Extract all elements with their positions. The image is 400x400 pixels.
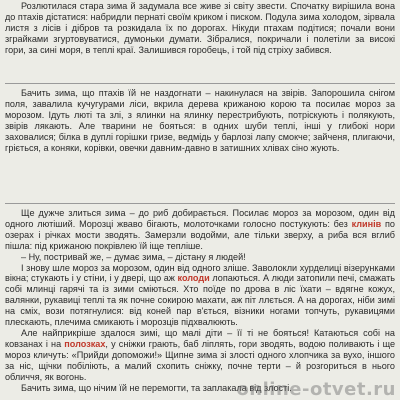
divider xyxy=(5,203,395,204)
section-animals xyxy=(5,88,395,200)
paragraph: – Ну, постривай же, – думає зима, – дістану я людей! xyxy=(21,251,246,262)
highlighted-word: колоди xyxy=(177,273,210,284)
paragraph: Бачить зима, що птахів їй не наздогнати – накинулася на звірів. Запорошила снігом поля, завалила кучугурами ліси, вкрила дерева крижаною корою та посилає мороз за морозом. Ідуть люті та злі, з ялинки на ялинку перестрибують, потріскують і полякують, звірів лякають. Але тварини не бояться: в одних шуби теплі, інші у глибокі нори заховалися; білка в дуплі горішки гризе, ведмідь у барлозі лапу смокче; зайченя, плигаючи, гріється, а коняки, корівки, овечки давним-давно в затишних хлівах сіно жують. xyxy=(5,88,395,153)
highlighted-word: клинів xyxy=(351,218,382,229)
text-run: І знову шле мороз за морозом, один від одного зліше. Заволокли хурделиці візерунками вікна; стукають і у стіни, і у двері, що аж xyxy=(5,262,395,284)
highlighted-word: полозках xyxy=(64,338,106,349)
divider xyxy=(5,83,395,84)
text-run: , у сніжки грають, баб ліплять, гори зводять, водою поливають і ще мороз кличуть: «Прийди допоможи!» Щипне зима зі злості одного хлопчика за вухо, іншого за ніс, щічки побіліють, а малий схопить сніжку, почне терти – й розгориться в нього обличчя, як вогонь. xyxy=(5,338,396,382)
section-fish-people xyxy=(5,208,395,393)
text-run: Але найприкріше здалося зимі, що малі діти – її ті не бояться! Катаються собі на ковзанах і на xyxy=(5,327,395,349)
paragraph xyxy=(5,208,395,252)
paragraph: Розлютилася стара зима й задумала все живе зі світу звести. Спочатку вирішила вона до птахів дістатися: набридли пернаті своїм криком і писком. Подула зима холодом, зірвала листя з лісів і дібров та розкидала їх по дорогах. Нікуди птахам подітися; почали вони зграйками згуртовуватися, думоньки думати. Зібралися, покричали і полетіли за високі гори, за сині моря, в теплі краї. Залишився горобець, і той під стріху забився. xyxy=(5,1,395,55)
paragraph: Бачить зима, що нічим їй не перемогти, та заплакала від злості. xyxy=(21,382,292,393)
paragraph xyxy=(5,263,395,328)
paragraph xyxy=(5,328,395,383)
section-birds xyxy=(5,1,395,80)
text-run: по озерах і річках мости зводять. Замерзли водойми, але тільки зверху, а риба вся вглиб пішла: під крижаною покрівлею їй іще тепліше. xyxy=(5,218,395,251)
text-run: Ще дужче злиться зима – до риб добирається. Посилає мороз за морозом, один від одного лютіший. Морозці жваво бігають, молоточками голосно постукують: без xyxy=(5,208,395,229)
watermark: online-otvet.ru xyxy=(236,379,396,400)
text-run: лопаються. А люди затопили печі, смажать собі млинці гарячі та із зими сміються. Хто поїде по дрова в ліс їхати – вдягне кожух, валянки, рукавиці теплі та як почне сокирою махати, аж піт ллється. А на дорогах, ніби зимі на сміх, вози потягнулися: від коней пар в'ється, візники ногами топчуть, рукавицями плескають, плечима смикають і морозців підхвалюють. xyxy=(5,273,395,328)
